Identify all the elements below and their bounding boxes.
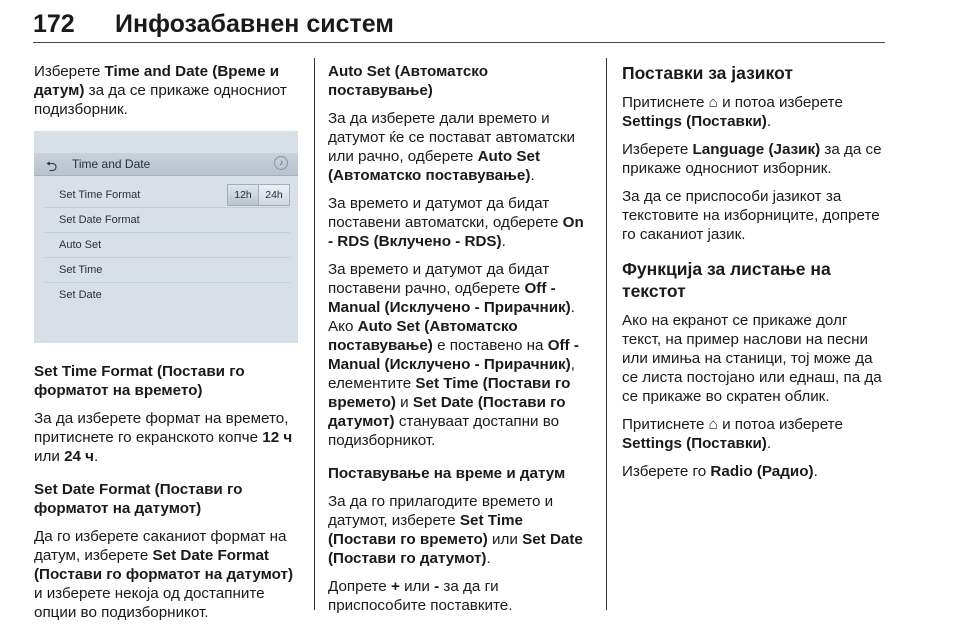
column-1-lower — [34, 362, 304, 631]
language-paragraph-2: Изберете Language (Јазик) за да се прикаже односниот изборник. — [622, 141, 882, 177]
screen-title-bar — [34, 153, 298, 176]
button-24h: 24h — [258, 184, 290, 206]
set-time-format-paragraph: За да изберете формат на времето, притиснете го екранското копче 12 ч или 24 ч. — [34, 410, 293, 465]
scroll-paragraph: Ако на екранот се прикаже долг текст, на пример наслови на песни или имиња на станици, тој може да се листа постојано или еднаш, па да се прикаже во скратен облик. — [622, 312, 882, 405]
set-date-format-heading: Set Date Format (Постави го форматот на датумот) — [34, 481, 243, 517]
auto-set-heading: Auto Set (Автоматско поставување) — [328, 63, 488, 99]
column-divider-1 — [314, 58, 315, 610]
time-and-date-screenshot — [34, 131, 298, 343]
plus-minus-paragraph: Допрете + или - за да ги приспособите поставките. — [328, 578, 513, 614]
intro-paragraph: Изберете Time and Date (Време и датум) за да се прикаже односниот подизборник. — [34, 63, 287, 118]
language-heading: Поставки за јазикот — [622, 63, 793, 83]
music-note-icon: ♪ — [274, 156, 288, 170]
page-number: 172 — [33, 10, 75, 38]
home-icon: ⌂ — [708, 416, 718, 433]
menu-row-auto-set: Auto Set — [44, 233, 290, 258]
column-1 — [34, 62, 304, 128]
set-time-date-heading: Поставување на време и датум — [328, 465, 566, 482]
back-arrow-icon: ⮌ — [46, 158, 58, 174]
button-12h: 12h — [227, 184, 259, 206]
menu-row-set-time-format: Set Time Format 12h 24h — [44, 183, 290, 208]
menu-row-set-date-format: Set Date Format — [44, 208, 290, 233]
screen-title: Time and Date — [72, 157, 151, 171]
auto-set-paragraph: За да изберете дали времето и датумот ќе се постават автоматски или рачно, одберете Auto Set (Автоматско поставување). — [328, 110, 575, 184]
chapter-title: Инфозабавнен систем — [115, 10, 394, 38]
radio-paragraph: Изберете го Radio (Радио). — [622, 463, 818, 480]
set-time-format-heading: Set Time Format (Постави го форматот на времето) — [34, 363, 245, 399]
menu-row-set-time: Set Time — [44, 258, 290, 283]
language-paragraph-3: За да се приспособи јазикот за текстовите на изборниците, допрете го саканиот јазик. — [622, 188, 880, 243]
column-2 — [328, 62, 592, 624]
scroll-heading: Функција за листање на текстот — [622, 259, 831, 301]
set-date-format-paragraph: Да го изберете саканиот формат на датум, изберете Set Date Format (Постави го форматот на датумот) и изберете некоја од достапните опции во подизборникот. — [34, 528, 294, 621]
auto-paragraph: За времето и датумот да бидат поставени автоматски, одберете On - RDS (Вклучено - RDS). — [328, 195, 584, 250]
column-3 — [622, 62, 888, 490]
page-header — [33, 6, 885, 42]
column-divider-2 — [606, 58, 607, 610]
manual-paragraph: За времето и датумот да бидат поставени рачно, одберете Off - Manual (Исклучено - Прирачник). Ако Auto Set (Автоматско поставување) е поставено на Off - Manual (Исклучено - Прирачник), елементите Set Time (Постави го времето) и Set Date (Постави го датумот) стануваат достапни во подизборникот. — [328, 261, 579, 449]
header-rule — [33, 42, 885, 43]
adjust-paragraph: За да го прилагодите времето и датумот, изберете Set Time (Постави го времето) или Set Date (Постави го датумот). — [328, 493, 583, 567]
language-paragraph-1: Притиснете ⌂ и потоа изберете Settings (Поставки). — [622, 94, 843, 130]
menu-row-set-date: Set Date — [59, 289, 102, 301]
home-icon: ⌂ — [708, 94, 718, 111]
scroll-settings-paragraph: Притиснете ⌂ и потоа изберете Settings (Поставки). — [622, 416, 843, 452]
format-toggle — [228, 184, 290, 206]
